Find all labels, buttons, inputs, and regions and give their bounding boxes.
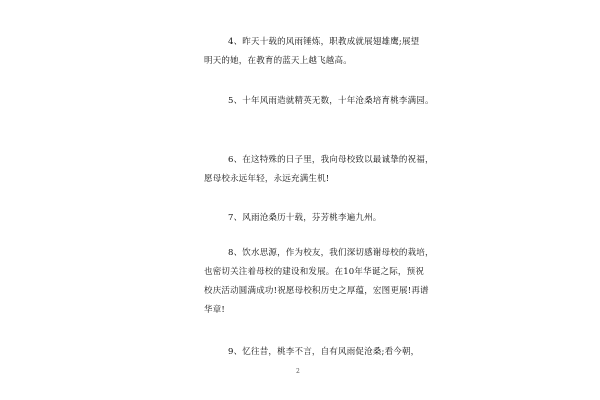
paragraph-line: 华章! — [204, 305, 226, 315]
paragraph-line: 8、饮水思源，作为校友，我们深切感谢母校的栽培， — [228, 248, 434, 258]
paragraph-line: 愿母校永远年轻，永远充满生机! — [204, 174, 330, 184]
paragraph-line: 9、忆往昔，桃李不言，自有风雨促沧桑;看今朝， — [228, 347, 420, 357]
paragraph-line: 7、风雨沧桑历十载，芬芳桃李遍九州。 — [228, 213, 382, 223]
paragraph-line: 明天的她，在教育的蓝天上越飞越高。 — [204, 56, 352, 66]
paragraph-line: 5、十年风雨造就精英无数，十年沧桑培育桃李满园。 — [228, 96, 434, 106]
paragraph-9 — [204, 343, 424, 362]
paragraph-line: 也密切关注着母校的建设和发展。在10年华诞之际，预祝 — [204, 267, 425, 277]
paragraph-line: 6、在这特殊的日子里，我向母校致以最诚挚的祝福， — [228, 155, 434, 165]
paragraph-5 — [204, 92, 434, 111]
paragraph-7 — [204, 209, 424, 228]
paragraph-line: 4、昨天十载的风雨锤炼，职教成就展翅雄鹰;展望 — [228, 37, 420, 47]
paragraph-4 — [204, 33, 424, 71]
paragraph-line: 校庆活动圆满成功!祝愿母校积历史之厚蕴，宏图更展!再谱 — [204, 286, 429, 296]
paragraph-6 — [204, 151, 434, 189]
page-number: 2 — [296, 368, 300, 375]
paragraph-8 — [204, 244, 434, 320]
